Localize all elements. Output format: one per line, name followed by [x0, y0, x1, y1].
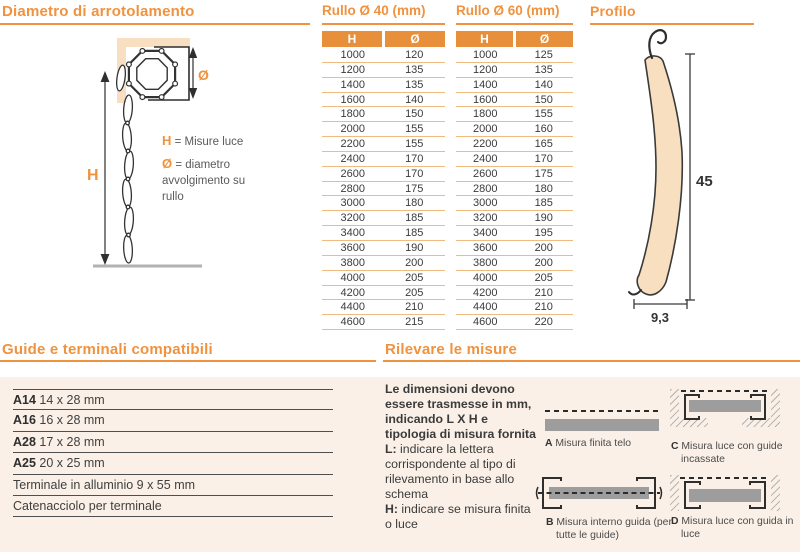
table-cell: 1400 — [340, 78, 365, 91]
table-row — [322, 182, 445, 197]
table-row — [456, 315, 573, 330]
h-dimension-arrow — [101, 71, 110, 265]
table-row — [322, 256, 445, 271]
table-cell: 2400 — [340, 152, 365, 165]
diagram-a — [543, 403, 663, 435]
legend-h-row — [162, 133, 260, 150]
table-row — [322, 211, 445, 226]
table-cell: 4400 — [473, 301, 498, 314]
table-row — [456, 271, 573, 286]
table-cell: 4600 — [340, 316, 365, 329]
table-cell: 215 — [405, 316, 424, 329]
table-cell: 125 — [534, 49, 553, 61]
table-cell: 190 — [405, 241, 424, 254]
diagram-b — [535, 474, 663, 514]
table-row — [456, 152, 573, 167]
profile-diagram — [580, 26, 800, 332]
table-cell: 135 — [405, 78, 424, 91]
measures-intro: Le dimensioni devono essere trasmesse in mm, indicando L X H e tipologia di misura fornita — [385, 382, 536, 441]
col-header-diameter: Ø — [385, 31, 445, 47]
table-cell: 205 — [405, 271, 424, 284]
table-cell: 1200 — [473, 63, 498, 76]
table-rullo-40 — [322, 3, 445, 330]
table-cell: 135 — [405, 63, 424, 76]
table-row — [322, 137, 445, 152]
table-cell: 140 — [405, 93, 424, 106]
diagram-d-letter: D — [671, 516, 679, 527]
table-cell: 210 — [405, 301, 424, 314]
guide-list-item: A28 17 x 28 mm — [13, 432, 333, 453]
table-cell: 140 — [534, 78, 553, 91]
table-cell: 4200 — [340, 286, 365, 299]
table-cell: 180 — [534, 182, 553, 195]
table-cell: 170 — [534, 152, 553, 165]
table-cell: 2800 — [340, 182, 365, 195]
table-cell: 205 — [405, 286, 424, 299]
table-row — [322, 63, 445, 78]
table-cell: 170 — [405, 167, 424, 180]
table-rullo-40-header — [322, 31, 445, 47]
table-cell: 185 — [405, 212, 424, 225]
guide-list — [13, 389, 333, 517]
table-row — [456, 241, 573, 256]
table-row — [456, 48, 573, 63]
table-cell: 2800 — [473, 182, 498, 195]
profile-top-hook — [649, 30, 666, 58]
table-cell: 3800 — [473, 256, 498, 269]
diameter-dimension-label: Ø — [198, 67, 209, 83]
profile-height-label: 45 — [696, 173, 713, 190]
legend-h-text: = Misure luce — [174, 136, 244, 148]
legend-diameter-symbol: Ø — [162, 156, 173, 171]
table-cell: 2600 — [340, 167, 365, 180]
table-cell: 3600 — [340, 241, 365, 254]
table-row — [456, 300, 573, 315]
col-header-h: H — [456, 31, 513, 47]
table-cell: 4400 — [340, 301, 365, 314]
guide-list-item: A16 16 x 28 mm — [13, 410, 333, 431]
profile-height-dimension — [685, 54, 695, 300]
table-cell: 3000 — [340, 197, 365, 210]
table-row — [322, 107, 445, 122]
profile-width-dimension — [634, 299, 687, 309]
table-cell: 200 — [534, 256, 553, 269]
profile-bottom-hook — [629, 290, 641, 294]
diagram-a-bar — [545, 419, 659, 431]
profile-width-label: 9,3 — [650, 310, 670, 325]
table-cell: 175 — [534, 167, 553, 180]
table-cell: 220 — [534, 316, 553, 329]
table-cell: 180 — [405, 197, 424, 210]
guide-list-item: Catenacciolo per terminale — [13, 496, 333, 517]
guides-rule — [0, 360, 376, 362]
diagram-b-letter: B — [546, 517, 554, 528]
table-rullo-60 — [456, 3, 573, 330]
table-cell: 1000 — [340, 49, 365, 61]
profile-rule — [590, 23, 754, 25]
table-cell: 2200 — [473, 138, 498, 151]
table-row — [456, 182, 573, 197]
col-header-h: H — [322, 31, 382, 47]
diagram-c-bar — [689, 400, 761, 412]
table-cell: 2200 — [340, 138, 365, 151]
measures-rule — [383, 360, 800, 362]
table-rullo-60-title: Rullo Ø 60 (mm) — [456, 3, 560, 18]
table-cell: 155 — [405, 138, 424, 151]
table-cell: 165 — [534, 138, 553, 151]
table-cell: 4000 — [340, 271, 365, 284]
table-rullo-40-body — [322, 48, 445, 330]
col-header-diameter: Ø — [516, 31, 573, 47]
table-cell: 4600 — [473, 316, 498, 329]
table-row — [456, 286, 573, 301]
table-cell: 175 — [405, 182, 424, 195]
table-cell: 1600 — [473, 93, 498, 106]
measures-title: Rilevare le misure — [385, 341, 518, 358]
table-cell: 120 — [405, 49, 424, 61]
table-row — [456, 137, 573, 152]
table-cell: 185 — [534, 197, 553, 210]
table-cell: 205 — [534, 271, 553, 284]
table-cell: 1400 — [473, 78, 498, 91]
diagram-c-caption: C Misura luce con guide incassate — [671, 441, 783, 465]
table-cell: 3200 — [340, 212, 365, 225]
diagram-c — [668, 385, 782, 433]
table-cell: 1600 — [340, 93, 365, 106]
table-row — [322, 152, 445, 167]
legend-diameter-row — [162, 156, 260, 205]
measures-l-text: indicare la lettera corrispondente al tipo di rilevamento in base allo schema — [385, 442, 516, 501]
table-cell: 1000 — [473, 49, 498, 61]
measures-h-text: indicare se misura finita o luce — [385, 502, 531, 531]
table-rullo-60-body — [456, 48, 573, 330]
table-cell: 3600 — [473, 241, 498, 254]
legend-diameter-text: = diametro avvolgimento su rullo — [162, 159, 246, 203]
table-cell: 3400 — [340, 227, 365, 240]
table-rullo-60-header — [456, 31, 573, 47]
table-cell: 210 — [534, 301, 553, 314]
table-cell: 135 — [534, 63, 553, 76]
table-cell: 200 — [405, 256, 424, 269]
table-row — [456, 122, 573, 137]
diagram-a-letter: A — [545, 438, 553, 449]
slat-chain — [122, 95, 135, 263]
table-cell: 170 — [405, 152, 424, 165]
table-row — [456, 167, 573, 182]
table-cell: 3800 — [340, 256, 365, 269]
table-row — [322, 122, 445, 137]
table-row — [322, 93, 445, 108]
diagram-d-wall-right — [771, 475, 780, 511]
diagram-a-caption: A Misura finita telo — [545, 438, 632, 449]
diagram-d-wall-left — [670, 475, 679, 511]
table-cell: 4200 — [473, 286, 498, 299]
table-row — [322, 167, 445, 182]
table-row — [322, 48, 445, 63]
table-cell: 1800 — [473, 108, 498, 121]
guide-list-item: A14 14 x 28 mm — [13, 389, 333, 410]
h-dimension-label: H — [87, 167, 99, 184]
diagram-b-caption: B Misura interno guida (per tutte le guide) — [546, 517, 672, 541]
table-row — [322, 78, 445, 93]
measures-l-label: L: — [385, 442, 397, 456]
table-cell: 3000 — [473, 197, 498, 210]
guide-list-item: A25 20 x 25 mm — [13, 453, 333, 474]
table-row — [456, 63, 573, 78]
table-cell: 2400 — [473, 152, 498, 165]
table-row — [456, 196, 573, 211]
measures-item-l — [385, 442, 538, 502]
table-cell: 210 — [534, 286, 553, 299]
measures-text — [385, 382, 538, 532]
table-cell: 2000 — [340, 123, 365, 136]
diameter-dimension-arrow — [189, 47, 197, 99]
table-cell: 150 — [534, 93, 553, 106]
table-row — [456, 93, 573, 108]
table-row — [322, 241, 445, 256]
table-row — [456, 78, 573, 93]
rolling-diameter-rule — [0, 23, 310, 25]
table-cell: 2600 — [473, 167, 498, 180]
guide-list-item: Terminale in alluminio 9 x 55 mm — [13, 475, 333, 496]
table-row — [456, 226, 573, 241]
table-cell: 4000 — [473, 271, 498, 284]
rolling-diameter-diagram — [0, 28, 320, 280]
guides-title: Guide e terminali compatibili — [2, 341, 213, 358]
profile-title: Profilo — [590, 3, 636, 19]
table-cell: 150 — [405, 108, 424, 121]
table-row — [456, 256, 573, 271]
table-row — [322, 286, 445, 301]
table-cell: 2000 — [473, 123, 498, 136]
table-row — [322, 300, 445, 315]
table-row — [322, 271, 445, 286]
diagram-c-letter: C — [671, 441, 679, 452]
table-cell: 155 — [405, 123, 424, 136]
profile-slat-shape — [637, 56, 682, 295]
table-cell: 1200 — [340, 63, 365, 76]
diagram-legend — [162, 133, 260, 205]
table-cell: 160 — [534, 123, 553, 136]
table-row — [456, 107, 573, 122]
table-cell: 3400 — [473, 227, 498, 240]
table-cell: 1800 — [340, 108, 365, 121]
table-row — [322, 226, 445, 241]
table-cell: 195 — [534, 227, 553, 240]
legend-h-symbol: H — [162, 133, 172, 148]
measures-h-label: H: — [385, 502, 398, 516]
table-row — [322, 315, 445, 330]
table-rullo-60-rule — [456, 23, 573, 25]
table-cell: 185 — [405, 227, 424, 240]
table-cell: 3200 — [473, 212, 498, 225]
diagram-d-bar — [689, 489, 761, 502]
table-row — [456, 211, 573, 226]
diagram-d — [668, 471, 782, 515]
table-cell: 200 — [534, 241, 553, 254]
measures-item-h — [385, 502, 538, 532]
table-row — [322, 196, 445, 211]
table-cell: 190 — [534, 212, 553, 225]
table-rullo-40-title: Rullo Ø 40 (mm) — [322, 3, 426, 18]
diagram-d-caption: D Misura luce con guida in luce — [671, 516, 794, 540]
table-rullo-40-rule — [322, 23, 445, 25]
table-cell: 155 — [534, 108, 553, 121]
rolling-diameter-title: Diametro di arrotolamento — [2, 3, 195, 20]
